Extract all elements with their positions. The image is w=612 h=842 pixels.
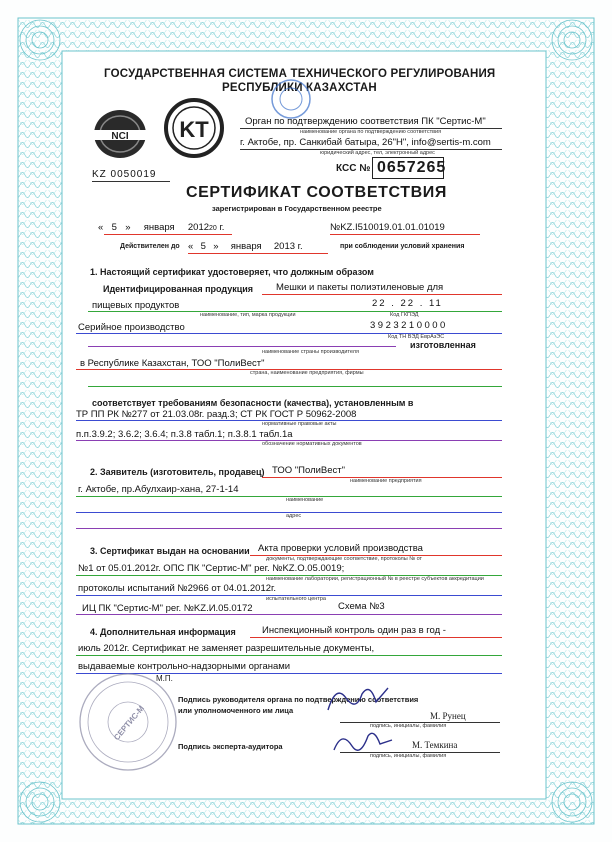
country-caption: наименование страны производителя	[262, 349, 359, 355]
head-name: М. Рунец	[430, 711, 466, 721]
issue-month: января	[143, 222, 175, 233]
organ-name: Орган по подтверждению соответствия ПК "Сертис-М"	[245, 116, 486, 127]
head-signature	[322, 680, 402, 725]
basis-caption3: испытательного центра	[266, 596, 326, 602]
kss-number-box	[372, 157, 447, 179]
kz-number: KZ 0050019	[92, 169, 157, 180]
issue-day: 5	[111, 222, 117, 233]
nci-logo	[84, 108, 156, 165]
maker: в Республике Казахстан, ТОО "ПолиВест"	[80, 358, 265, 369]
issue-g: г.	[219, 222, 225, 233]
organ-name-caption: наименование органа по подтверждению соответствия	[300, 129, 442, 135]
maker-caption: страна, наименование предприятия, фирмы	[250, 370, 364, 376]
basis4: ИЦ ПК "Сертис-М" рег. №KZ.И.05.0172	[82, 603, 253, 614]
section3-heading: 3. Сертификат выдан на основании	[90, 546, 250, 556]
basis1: Акта проверки условий производства	[258, 543, 423, 554]
applicant: ТОО "ПолиВест"	[272, 465, 346, 476]
header-line2: РЕСПУБЛИКИ КАЗАХСТАН	[222, 82, 377, 94]
basis-caption2: наименование лаборатории, регистрационный № в реестре субъектов аккредитации	[266, 576, 484, 582]
kt-logo-text: KT	[179, 117, 209, 142]
made-label: изготовленная	[410, 340, 476, 350]
organ-stamp	[76, 670, 180, 779]
basis-caption1: документы, подтверждающие соответствие, протоколы № от	[266, 556, 423, 562]
certificate-title: СЕРТИФИКАТ СООТВЕТСТВИЯ	[186, 184, 447, 201]
head-caption: подпись, инициалы, фамилия	[370, 723, 447, 729]
info1: Инспекционный контроль один раз в год -	[262, 625, 446, 636]
valid-prefix: Действителен до	[120, 243, 180, 250]
applicant-caption: наименование предприятия	[350, 478, 422, 484]
kss-number: 0657265	[377, 159, 447, 176]
gkpes-caption: Код ГКПЭД	[390, 312, 419, 318]
address-caption1: наименование	[286, 497, 324, 503]
product-line1: Мешки и пакеты полиэтиленовые для	[276, 282, 444, 293]
kss-label: КСС №	[336, 163, 371, 174]
section4-heading: 4. Дополнительная информация	[90, 627, 236, 637]
tnved-code: 3923210000	[370, 320, 448, 331]
section1-heading: 1. Настоящий сертификат удостоверяет, что должным образом	[90, 267, 374, 277]
issue-year: 2012	[187, 222, 210, 233]
head-sign-label2: или уполномоченного им лица	[178, 706, 294, 715]
valid-month: января	[230, 241, 262, 252]
norm-line2: п.п.3.9.2; 3.6.2; 3.6.4; п.3.8 табл.1; п.3.8.1 табл.1а	[76, 429, 293, 440]
head-sign-label1: Подпись руководителя органа по подтверждению соответствия	[178, 695, 419, 704]
tnved-caption: Код ТН ВЭД ЕврАзЭС	[388, 334, 445, 340]
ident-label: Идентифицированная продукция	[103, 284, 254, 294]
gkpes-code: 22 . 22 . 11	[372, 298, 443, 309]
expert-signature	[330, 724, 410, 769]
address-caption2: адрес	[286, 513, 302, 519]
stamp-text: СЕРТИС-М	[112, 703, 147, 742]
valid-day: 5	[200, 241, 206, 252]
mp-label: М.П.	[156, 674, 173, 683]
basis3: протоколы испытаний №2966 от 04.01.2012г.	[78, 583, 276, 594]
issue-date: « 5 » января 201220 г.	[98, 222, 225, 233]
valid-year: 2013 г.	[273, 241, 303, 252]
certificate-subtitle: зарегистрирован в Государственном реестре	[212, 204, 382, 213]
scheme: Схема №3	[338, 601, 385, 612]
expert-name: М. Темкина	[412, 740, 458, 750]
header-line1: ГОСУДАРСТВЕННАЯ СИСТЕМА ТЕХНИЧЕСКОГО РЕГУЛИРОВАНИЯ	[104, 68, 496, 80]
product-line2: пищевых продуктов	[92, 300, 180, 311]
conform-label: соответствует требованиям безопасности (качества), установленным в	[92, 398, 414, 408]
kt-logo	[163, 97, 225, 164]
norm-caption1: нормативные правовые акты	[262, 421, 337, 427]
expert-caption: подпись, инициалы, фамилия	[370, 753, 447, 759]
issue-suffix-year: 20	[209, 225, 217, 232]
norm-caption2: обозначение нормативных документов	[262, 441, 362, 447]
product-caption: наименование, тип, марка продукции	[200, 312, 296, 318]
organ-address-caption: юридический адрес, тел, электронный адрес	[320, 150, 435, 156]
info2: июль 2012г. Сертификат не заменяет разрешительные документы,	[78, 643, 375, 654]
section2-heading: 2. Заявитель (изготовитель, продавец)	[90, 467, 265, 477]
organ-address: г. Актобе, пр. Санкибай батыра, 26"Н", info@sertis-m.com	[240, 137, 491, 148]
expert-sign-label: Подпись эксперта-аудитора	[178, 742, 283, 751]
basis2: №1 от 05.01.2012г. ОПС ПК "Сертис-М" рег. №KZ.O.05.0019;	[78, 563, 345, 574]
serial-label: Серийное производство	[78, 322, 185, 333]
nci-logo-text: NCI	[111, 131, 129, 142]
applicant-address: г. Актобе, пр.Абулхаир-хана, 27-1-14	[78, 484, 239, 495]
valid-suffix: при соблюдении условий хранения	[340, 243, 465, 250]
norm-line1: ТР ПП РК №277 от 21.03.08г. разд.3; СТ РК ГОСТ Р 50962-2008	[76, 409, 357, 420]
registry-number: №KZ.I510019.01.01.01019	[330, 222, 445, 233]
valid-date: « 5 » января 2013 г.	[188, 241, 303, 252]
info3: выдаваемые контрольно-надзорными органами	[78, 661, 291, 672]
